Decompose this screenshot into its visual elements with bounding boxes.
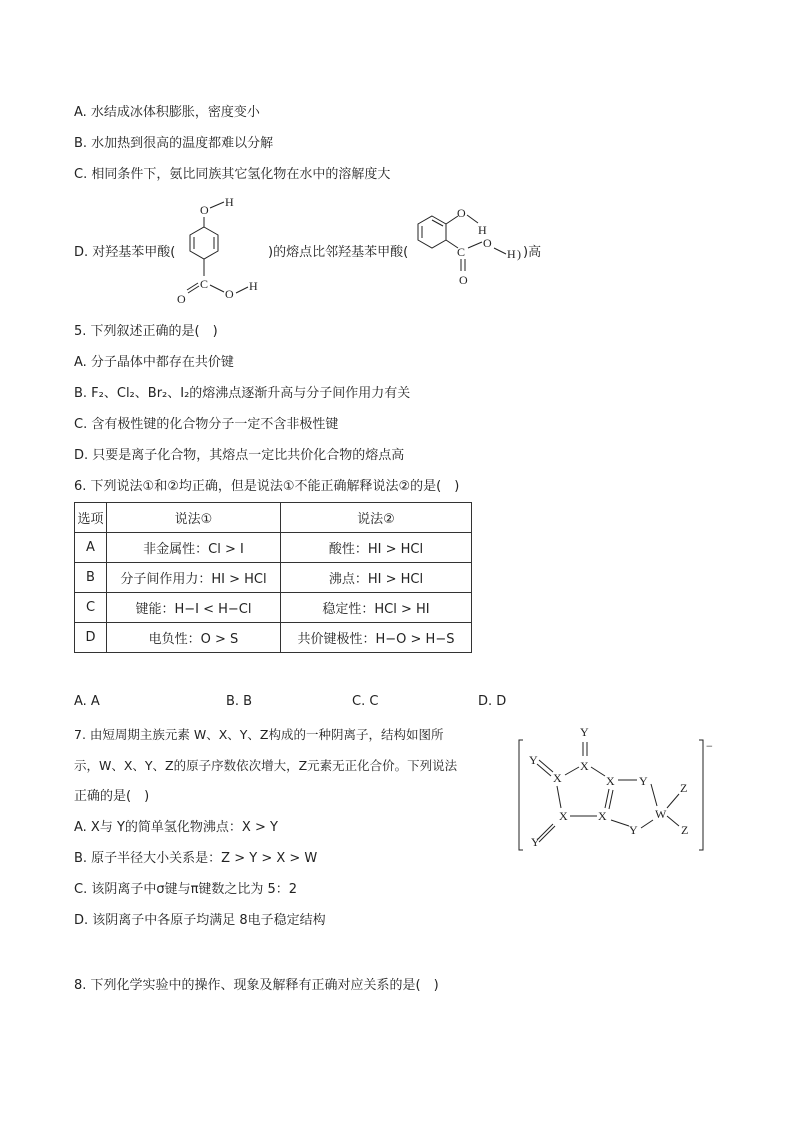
table-header-cell: 说法② [281, 503, 472, 533]
table-cell: 电负性：O > S [107, 623, 281, 653]
atom-x-right-top: X [606, 774, 615, 788]
q7-option-c: C. 该阴离子中σ键与π键数之比为 5：2 [74, 882, 298, 897]
q4-option-d-text1: D. 对羟基苯甲酸( [74, 245, 176, 260]
atom-y-right-top: Y [639, 774, 648, 788]
table-cell: 稳定性：HCl > HI [281, 593, 472, 623]
ortho-o-double: O [459, 273, 468, 287]
table-cell: A [75, 533, 107, 563]
atom-x-left: X [553, 771, 562, 785]
atom-x-top: X [580, 759, 589, 773]
q4-option-c: C. 相同条件下，氨比同族其它氢化物在水中的溶解度大 [74, 167, 391, 182]
q6-option-a: A. A [74, 694, 100, 709]
table-row [75, 593, 472, 623]
q4-option-a: A. 水结成冰体积膨胀，密度变小 [74, 105, 260, 120]
para-o-double: O [177, 292, 186, 306]
table-header-cell: 选项 [75, 503, 107, 533]
table-cell: B [75, 563, 107, 593]
atom-y-left-top: Y [529, 753, 538, 767]
ortho-c: C [457, 245, 466, 259]
table-cell: 沸点：HI > HCl [281, 563, 472, 593]
q7-stem-line3: 正确的是( ) [74, 789, 150, 804]
q4-option-d-text2: )的熔点比邻羟基苯甲酸( [268, 245, 409, 260]
q5-option-d: D. 只要是离子化合物，其熔点一定比共价化合物的熔点高 [74, 448, 405, 463]
para-o-oh: O [225, 287, 234, 301]
q6-option-d: D. D [478, 694, 507, 709]
q6-table [74, 502, 472, 653]
table-row [75, 623, 472, 653]
table-cell: 分子间作用力：HI > HCl [107, 563, 281, 593]
ortho-h-top: H [478, 223, 487, 237]
atom-y-top: Y [580, 725, 589, 739]
q7-stem-line2: 示，W、X、Y、Z的原子序数依次增大，Z元素无正化合价。下列说法 [74, 758, 458, 773]
ortho-o-top: O [457, 206, 466, 220]
q7-option-a: A. X与 Y的简单氢化物沸点：X > Y [74, 820, 278, 835]
q6-title: 6. 下列说法①和②均正确，但是说法①不能正确解释说法②的是( ) [74, 479, 460, 494]
table-header-row [75, 503, 472, 533]
ortho-h-oh: H [507, 247, 516, 261]
q5-title: 5. 下列叙述正确的是( ) [74, 324, 218, 339]
atom-y-left-bottom: Y [531, 835, 540, 849]
q5-option-b: B. F₂、Cl₂、Br₂、I₂的熔沸点逐渐升高与分子间作用力有关 [74, 386, 411, 401]
table-row [75, 533, 472, 563]
para-hydroxybenzoic-acid-structure [168, 192, 268, 310]
q7-option-d: D. 该阴离子中各原子均满足 8电子稳定结构 [74, 913, 326, 928]
ortho-o-oh: O [483, 236, 492, 250]
ortho-paren: ) [517, 247, 521, 261]
atom-w: W [655, 807, 667, 821]
q8-title: 8. 下列化学实验中的操作、现象及解释有正确对应关系的是( ) [74, 978, 439, 993]
q6-option-c: C. C [352, 694, 379, 709]
q4-option-d-text3: )高 [523, 245, 542, 260]
atom-z-top: Z [680, 781, 688, 795]
para-o-top: O [200, 203, 209, 217]
q5-option-a: A. 分子晶体中都存在共价键 [74, 355, 234, 370]
table-header-cell: 说法① [107, 503, 281, 533]
table-cell: D [75, 623, 107, 653]
atom-z-bottom: Z [681, 823, 689, 837]
atom-x-bottom-left: X [559, 809, 568, 823]
table-cell: 共价键极性：H−O > H−S [281, 623, 472, 653]
q7-option-b: B. 原子半径大小关系是：Z > Y > X > W [74, 851, 318, 866]
para-h-oh: H [249, 279, 258, 293]
atom-x-bottom-right: X [598, 809, 607, 823]
q7-stem-line1: 7. 由短周期主族元素 W、X、Y、Z构成的一种阴离子，结构如图所 [74, 727, 444, 742]
q5-option-c: C. 含有极性键的化合物分子一定不含非极性键 [74, 417, 339, 432]
q4-option-b: B. 水加热到很高的温度都难以分解 [74, 136, 274, 151]
table-row [75, 563, 472, 593]
atom-y-right-bottom: Y [629, 823, 638, 837]
para-c: C [200, 277, 209, 291]
table-cell: C [75, 593, 107, 623]
para-h-top: H [225, 195, 234, 209]
q6-option-b: B. B [226, 694, 253, 709]
anion-structure [515, 722, 725, 854]
table-cell: 酸性：HI > HCl [281, 533, 472, 563]
table-cell: 键能：H−I < H−Cl [107, 593, 281, 623]
charge-sign: − [706, 739, 713, 753]
ortho-hydroxybenzoic-acid-structure [410, 204, 526, 290]
table-cell: 非金属性：Cl > I [107, 533, 281, 563]
